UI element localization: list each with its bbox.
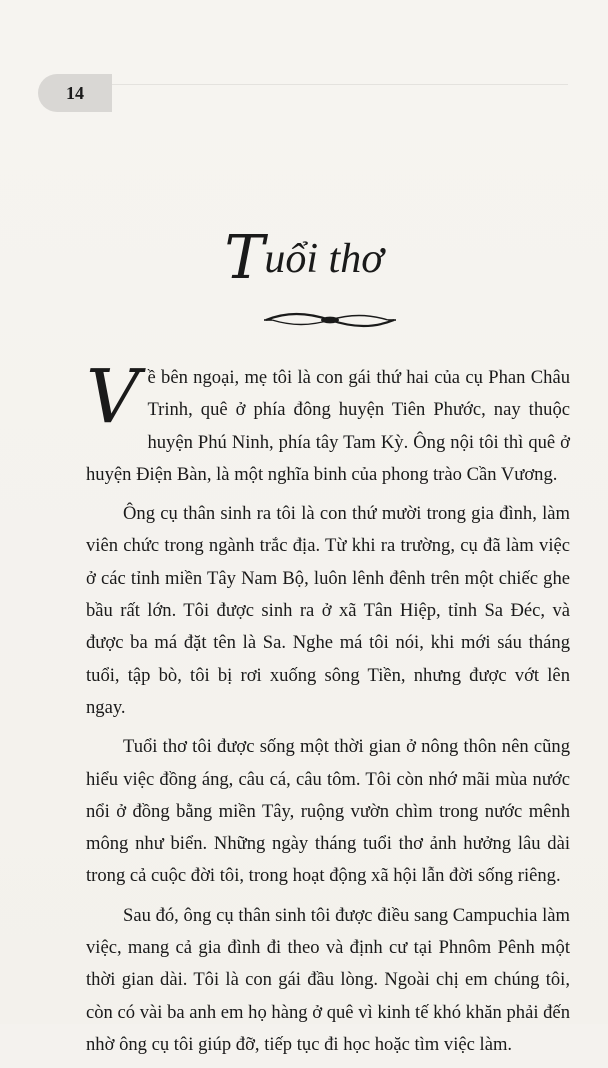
header-rule bbox=[112, 84, 568, 85]
paragraph-2: Ông cụ thân sinh ra tôi là con thứ mười trong gia đình, làm viên chức trong ngành trắc địa. Từ khi ra trường, cụ đã làm việc ở các tỉnh miền Tây Nam Bộ, luôn lênh đênh trên một chiếc ghe bầu rất lớn. Tôi được sinh ra ở xã Tân Hiệp, tỉnh Sa Đéc, và được ba má đặt tên là Sa. Nghe má tôi nói, khi mới sáu tháng tuổi, tập bò, tôi bị rơi xuống sông Tiền, nhưng được vớt lên ngay. bbox=[86, 503, 570, 718]
flourish-ornament-icon bbox=[262, 310, 398, 330]
body-text bbox=[86, 354, 570, 1068]
paragraph-1-text: ề bên ngoại, mẹ tôi là con gái thứ hai của cụ Phan Châu Trinh, quê ở phía đông huyện Tiên Phước, nay thuộc huyện Phú Ninh, phía tây Tam Kỳ. Ông nội tôi thì quê ở huyện Điện Bàn, là một nghĩa binh của phong trào Cần Vương. bbox=[86, 367, 570, 485]
paragraph-4: Sau đó, ông cụ thân sinh tôi được điều sang Campuchia làm việc, mang cả gia đình đi theo và định cư tại Phnôm Pênh một thời gian dài. Tôi là con gái đầu lòng. Ngoài chị em chúng tôi, còn có vài ba anh em họ hàng ở quê vì kinh tế khó khăn phải đến nhờ ông cụ tôi giúp đỡ, tiếp tục đi học hoặc tìm việc làm. bbox=[86, 904, 570, 1055]
paragraph-1 bbox=[86, 354, 570, 491]
chapter-title-rest: uổi thơ bbox=[264, 236, 384, 282]
paragraph-3: Tuổi thơ tôi được sống một thời gian ở nông thôn nên cũng hiểu việc đồng áng, câu cá, câu tôm. Tôi còn nhớ mãi mùa nước nổi ở đồng bằng miền Tây, ruộng vườn chìm trong nước mênh mông như biển. Những ngày tháng tuổi thơ ảnh hưởng lâu dài trong cả cuộc đời tôi, trong hoạt động xã hội lẫn đời sống riêng. bbox=[86, 736, 570, 887]
drop-cap: V bbox=[86, 354, 140, 440]
chapter-title-initial: T bbox=[224, 223, 265, 293]
chapter-title bbox=[0, 223, 608, 293]
page-number: 14 bbox=[66, 82, 84, 103]
page-number-tab bbox=[38, 74, 112, 112]
